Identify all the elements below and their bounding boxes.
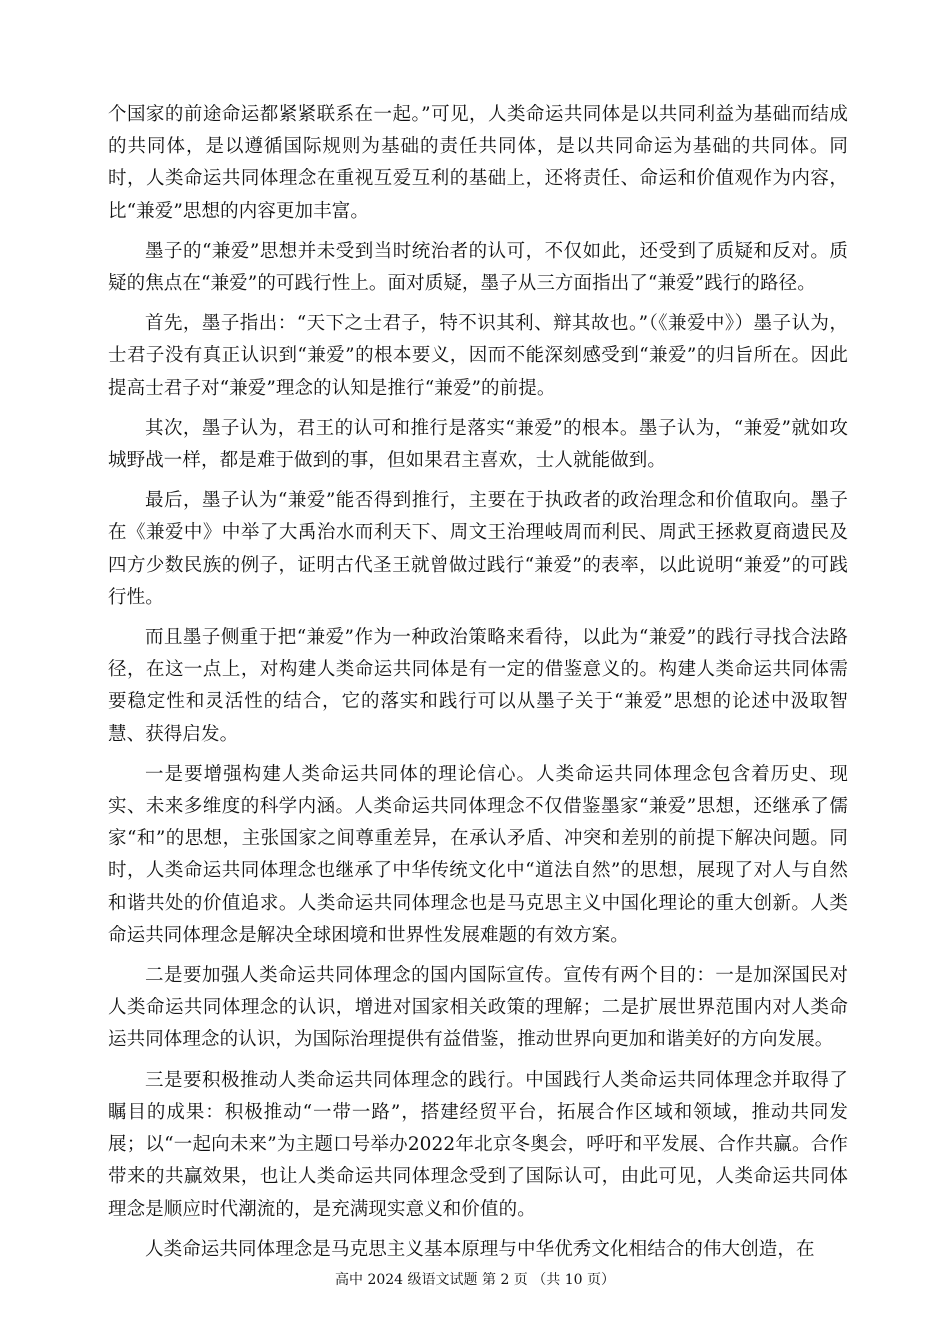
paragraph-continuation: 个国家的前途命运都紧紧联系在一起。”可见，人类命运共同体是以共同利益为基础而结成的共同体，是以遵循国际规则为基础的责任共同体，是以共同命运为基础的共同体。同时，人类命运共同体理念在重视互爱互利的基础上，还将责任、命运和价值观作为内容，比“兼爱”思想的内容更加丰富。 <box>108 104 848 222</box>
paragraph-jianai-doubt: 墨子的“兼爱”思想并未受到当时统治者的认可，不仅如此，还受到了质疑和反对。质疑的焦点在“兼爱”的可践行性上。面对质疑，墨子从三方面指出了“兼爱”践行的路径。 <box>108 240 848 295</box>
paragraph-point-one: 一是要增强构建人类命运共同体的理论信心。人类命运共同体理念包含着历史、现实、未来多维度的科学内涵。人类命运共同体理念不仅借鉴墨家“兼爱”思想，还继承了儒家“和”的思想，主张国家之间尊重差异，在承认矛盾、冲突和差别的前提下解决问题。同时，人类命运共同体理念也继承了中华传统文化中“道法自然”的思想，展现了对人与自然和谐共处的价值追求。人类命运共同体理念也是马克思主义中国化理论的重大创新。人类命运共同体理念是解决全球困境和世界性发展难题的有效方案。 <box>108 763 848 946</box>
paragraph-first: 首先，墨子指出：“天下之士君子，特不识其利、辩其故也。”（《兼爱中》）墨子认为，士君子没有真正认识到“兼爱”的根本要义，因而不能深刻感受到“兼爱”的归旨所在。因此提高士君子对“兼爱”理念的认知是推行“兼爱”的前提。 <box>108 313 848 399</box>
paragraph-finally: 最后，墨子认为“兼爱”能否得到推行，主要在于执政者的政治理念和价值取向。墨子在《兼爱中》中举了大禹治水而利天下、周文王治理岐周而利民、周武王拯救夏商遗民及四方少数民族的例子，证明古代圣王就曾做过践行“兼爱”的表率，以此说明“兼爱”的可践行性。 <box>108 490 848 608</box>
paragraph-political-strategy: 而且墨子侧重于把“兼爱”作为一种政治策略来看待，以此为“兼爱”的践行寻找合法路径，在这一点上，对构建人类命运共同体是有一定的借鉴意义的。构建人类命运共同体需要稳定性和灵活性的结合，它的落实和践行可以从墨子关于“兼爱”思想的论述中汲取智慧、获得启发。 <box>108 627 848 745</box>
article-body <box>108 99 848 1274</box>
paragraph-closing: 人类命运共同体理念是马克思主义基本原理与中华优秀文化相结合的伟大创造，在 <box>145 1238 815 1260</box>
paragraph-point-three: 三是要积极推动人类命运共同体理念的践行。中国践行人类命运共同体理念并取得了瞩目的成果：积极推动“一带一路”，搭建经贸平台，拓展合作区域和领域，推动共同发展；以“一起向未来”为主题口号举办2022年北京冬奥会，呼吁和平发展、合作共赢。合作带来的共赢效果，也让人类命运共同体理念受到了国际认可，由此可见，人类命运共同体理念是顺应时代潮流的，是充满现实意义和价值的。 <box>108 1069 848 1220</box>
paragraph-point-two: 二是要加强人类命运共同体理念的国内国际宣传。宣传有两个目的：一是加深国民对人类命运共同体理念的认识，增进对国家相关政策的理解；二是扩展世界范围内对人类命运共同体理念的认识，为国际治理提供有益借鉴，推动世界向更加和谐美好的方向发展。 <box>108 965 848 1051</box>
paragraph-second: 其次，墨子认为，君王的认可和推行是落实“兼爱”的根本。墨子认为，“兼爱”就如攻城野战一样，都是难于做到的事，但如果君主喜欢，士人就能做到。 <box>108 417 848 472</box>
page-footer: 高中 2024 级语文试题 第 2 页 （共 10 页） <box>335 1272 615 1288</box>
